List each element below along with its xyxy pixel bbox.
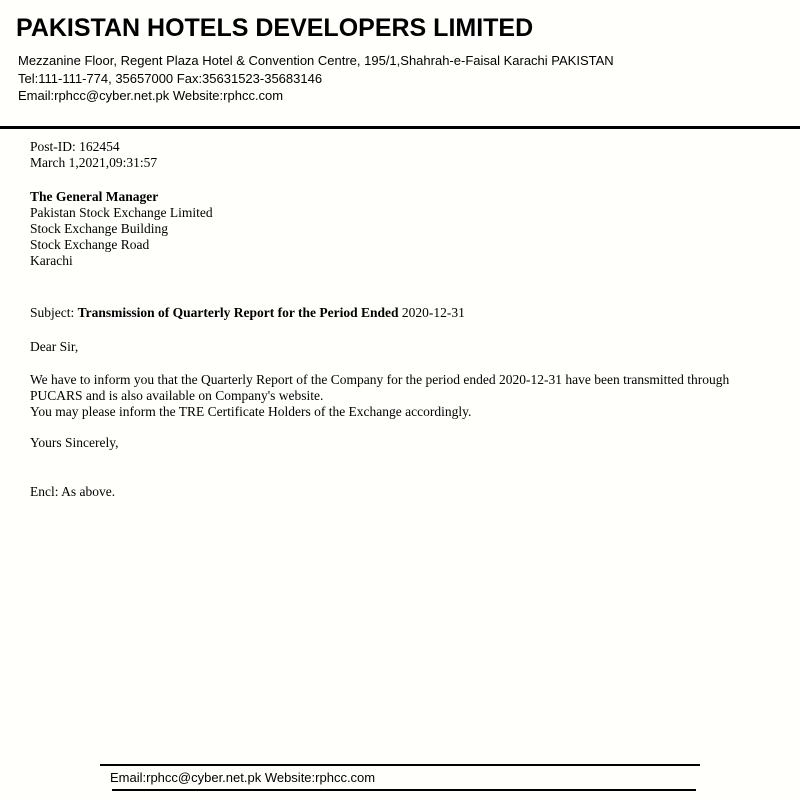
letterhead xyxy=(16,14,784,105)
subject-line xyxy=(30,305,778,321)
post-id: Post-ID: 162454 xyxy=(30,139,120,154)
recipient-line: Stock Exchange Road xyxy=(30,237,150,252)
salutation: Dear Sir, xyxy=(30,339,79,354)
subject-label: Subject: xyxy=(30,305,78,320)
recipient-block xyxy=(30,189,778,269)
subject-date: 2020-12-31 xyxy=(398,305,465,320)
footer-divider-bottom xyxy=(112,789,696,791)
date-time: March 1,2021,09:31:57 xyxy=(30,155,158,170)
enclosure: Encl: As above. xyxy=(30,484,116,499)
footer-email-website: Email:rphcc@cyber.net.pk Website:rphcc.com xyxy=(110,770,376,785)
recipient-line: Karachi xyxy=(30,253,73,268)
recipient-line: Stock Exchange Building xyxy=(30,221,168,236)
letter-body xyxy=(30,139,778,500)
company-name: PAKISTAN HOTELS DEVELOPERS LIMITED xyxy=(16,14,534,42)
company-tel-fax: Tel:111-111-774, 35657000 Fax:35631523-35683146 xyxy=(18,70,323,86)
recipient-line: Pakistan Stock Exchange Limited xyxy=(30,205,213,220)
paragraph-1: We have to inform you that the Quarterly Report of the Company for the period ended 2020-12-31 have been transmitted through PUCARS and is also available on Company's website. xyxy=(30,372,730,403)
subject-text: Transmission of Quarterly Report for the Period Ended xyxy=(77,305,399,320)
paragraph-2: You may please inform the TRE Certificate Holders of the Exchange accordingly. xyxy=(30,404,472,419)
company-address: Mezzanine Floor, Regent Plaza Hotel & Convention Centre, 195/1,Shahrah-e-Faisal Karachi PAKISTAN xyxy=(18,53,614,68)
company-email-website: Email:rphcc@cyber.net.pk Website:rphcc.com xyxy=(18,88,284,103)
closing: Yours Sincerely, xyxy=(30,435,119,450)
recipient-title: The General Manager xyxy=(30,189,159,204)
header-divider xyxy=(0,126,800,129)
footer-divider-top xyxy=(100,764,700,766)
